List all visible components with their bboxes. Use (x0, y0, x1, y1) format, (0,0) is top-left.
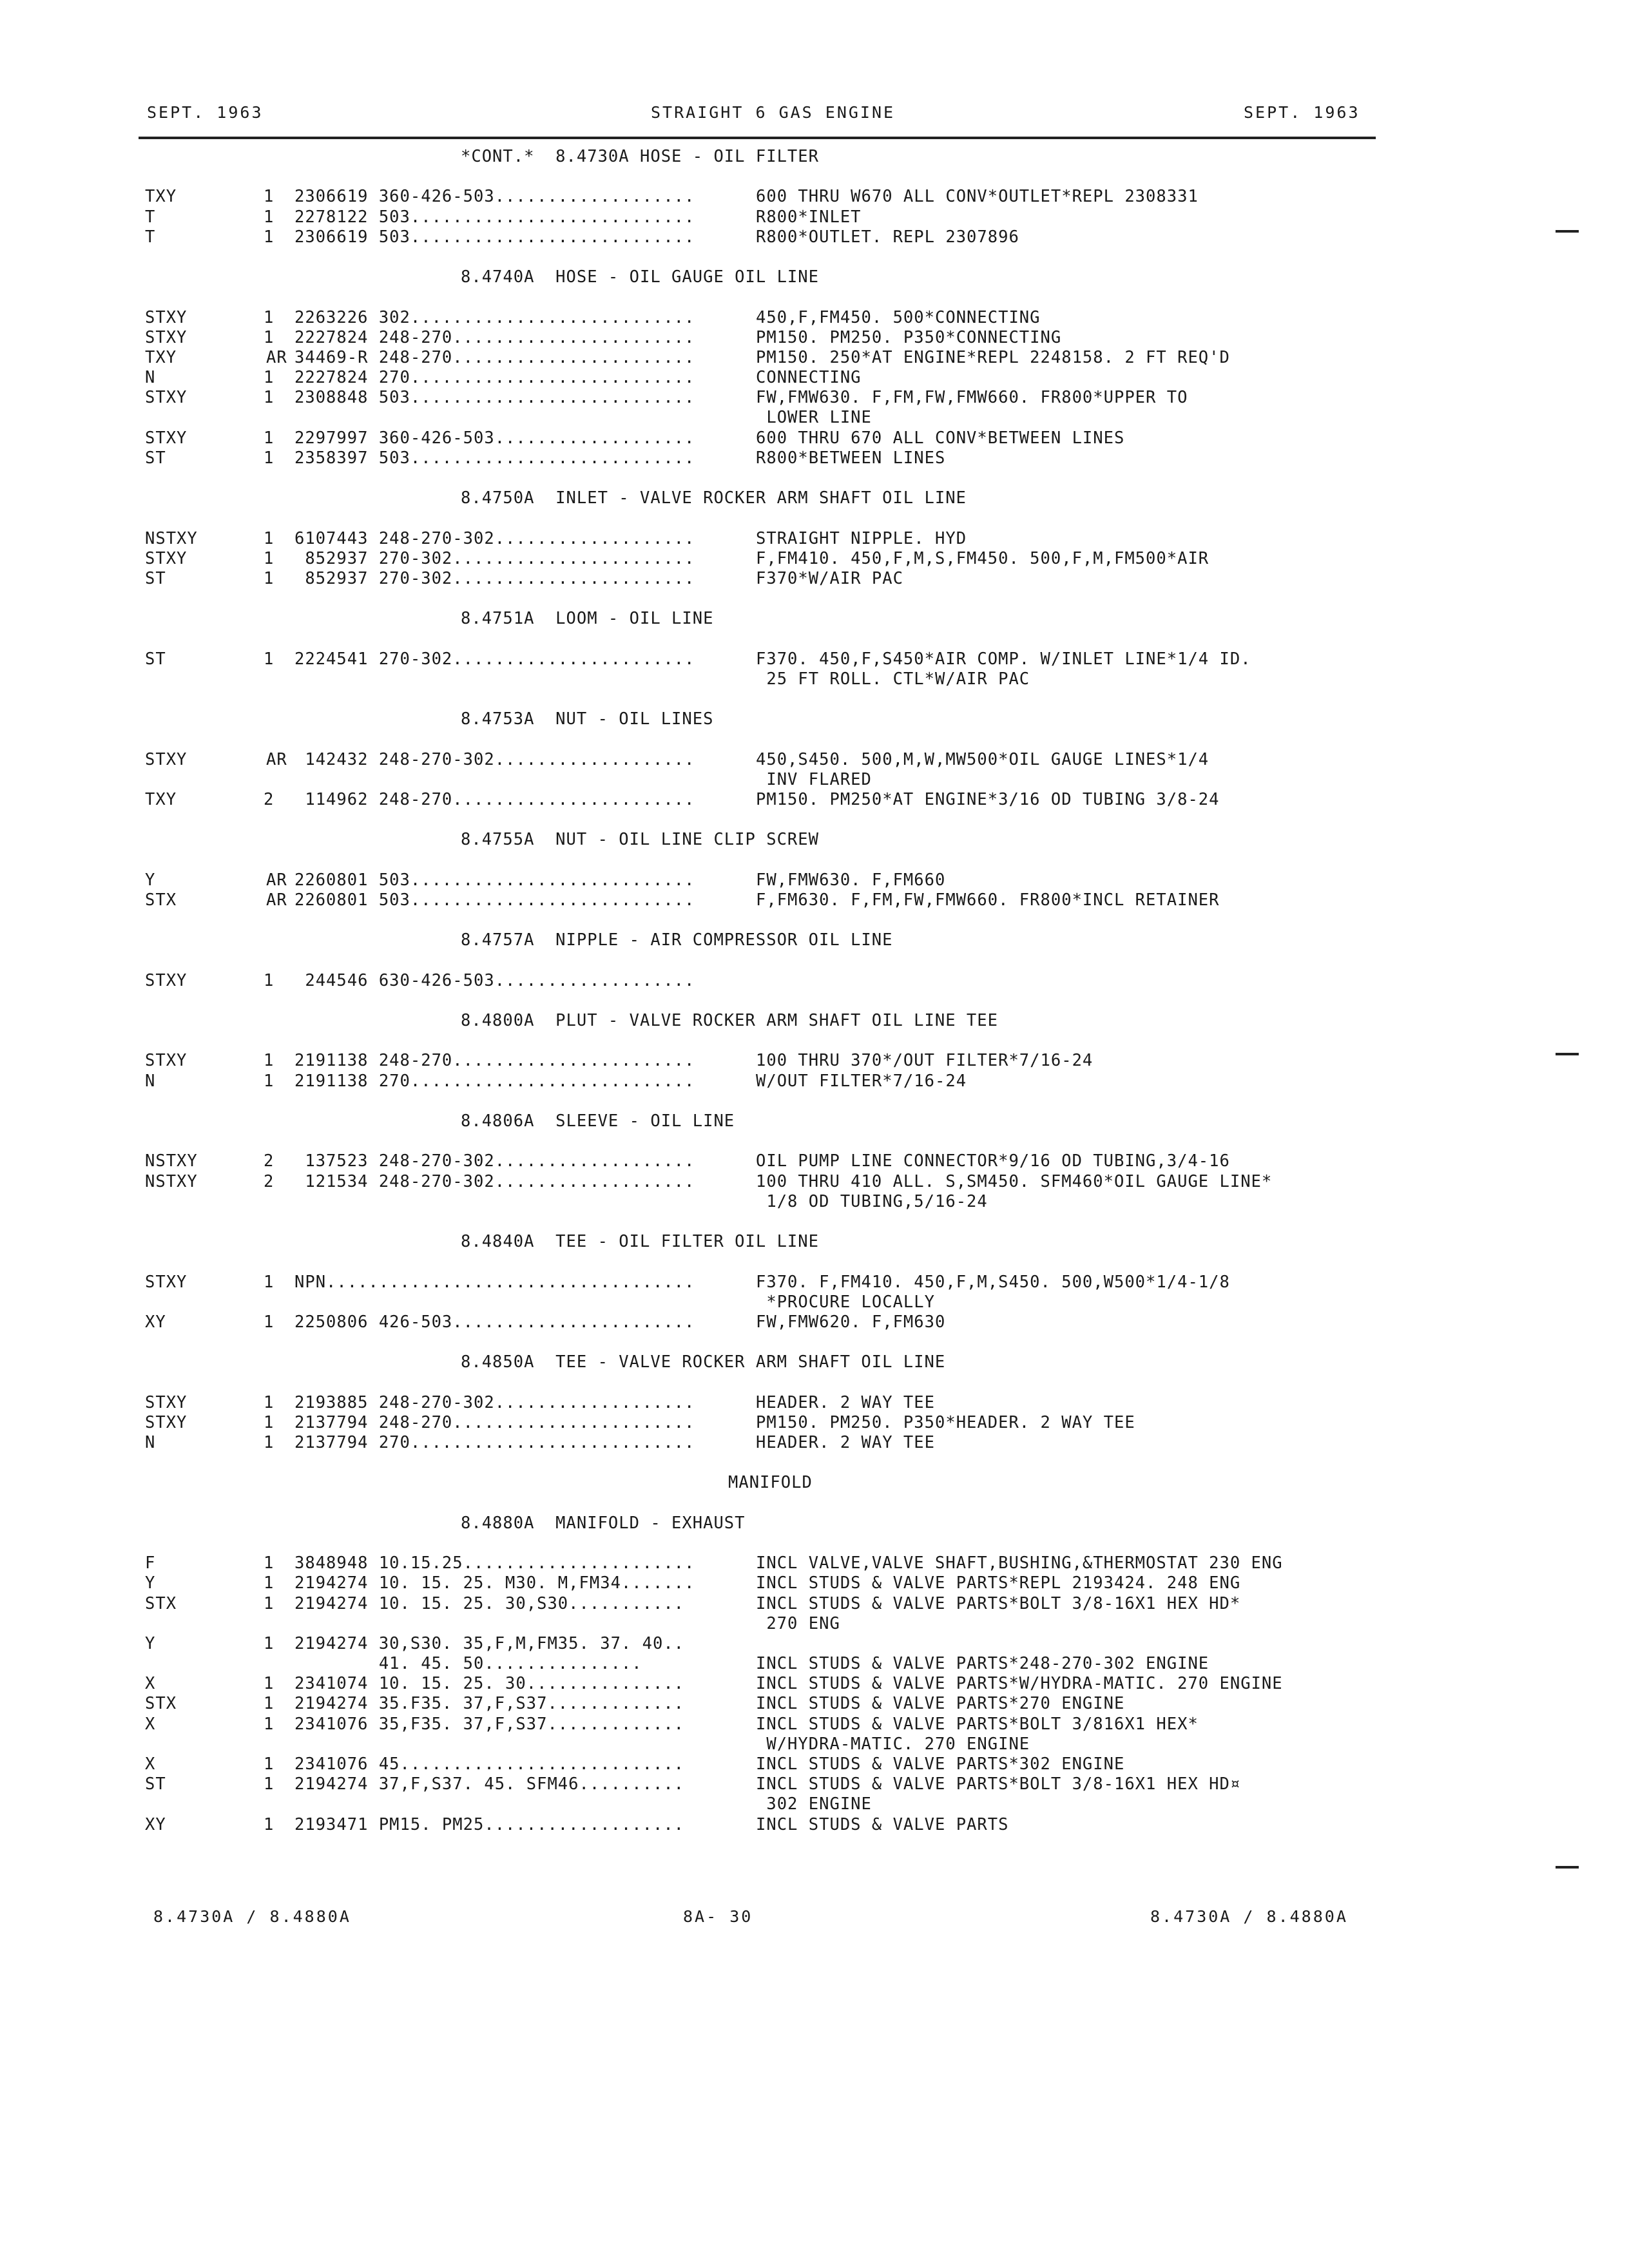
entry-code: T (145, 207, 156, 227)
entry-usage: STRAIGHT NIPPLE. HYD (756, 528, 967, 548)
entry-quantity: 1 (264, 448, 275, 468)
blank-line (145, 810, 1408, 830)
entry-code: Y (145, 1633, 156, 1653)
parts-entry (145, 348, 1408, 368)
entry-usage: INCL STUDS & VALVE PARTS*248-270-302 ENGINE (756, 1654, 1210, 1674)
parts-entry (145, 1573, 1408, 1593)
header-title: STRAIGHT 6 GAS ENGINE (651, 103, 896, 122)
entry-quantity: 1 (264, 1392, 275, 1412)
entry-part-number: 2227824 248-270....................... (294, 327, 695, 347)
entry-usage: INCL STUDS & VALVE PARTS*REPL 2193424. 248 ENG (756, 1573, 1241, 1593)
entry-part-number: 2297997 360-426-503................... (294, 428, 695, 448)
entry-code: STXY (145, 1412, 188, 1432)
entry-quantity: 1 (264, 1433, 275, 1452)
entry-part-number: NPN................................... (294, 1272, 695, 1292)
section-heading: 8.4806A SLEEVE - OIL LINE (461, 1111, 735, 1131)
parts-entry (145, 649, 1408, 669)
entry-usage: FW,FMW630. F,FM,FW,FMW660. FR800*UPPER TO (756, 388, 1188, 408)
section-heading: 8.4800A PLUT - VALVE ROCKER ARM SHAFT OIL LINE TEE (461, 1011, 998, 1031)
entry-usage: F370. 450,F,S450*AIR COMP. W/INLET LINE*1/4 ID. (756, 649, 1251, 669)
entry-part-number: 2194274 35.F35. 37,F,S37............. (294, 1694, 685, 1714)
entry-part-number: 2263226 302........................... (294, 307, 695, 327)
entry-usage: 600 THRU 670 ALL CONV*BETWEEN LINES (756, 428, 1125, 448)
parts-entry (145, 368, 1408, 388)
parts-entry (145, 569, 1408, 589)
entry-part-number: 2306619 503........................... (294, 227, 695, 247)
entry-usage: LOWER LINE (756, 408, 872, 428)
entry-usage: 1/8 OD TUBING,5/16-24 (756, 1191, 988, 1211)
entry-code: T (145, 227, 156, 247)
section-heading: 8.4755A NUT - OIL LINE CLIP SCREW (461, 830, 819, 850)
entry-usage: CONNECTING (756, 368, 862, 388)
parts-entry (145, 1553, 1408, 1573)
entry-code: STX (145, 1694, 177, 1714)
entry-part-number: 6107443 248-270-302................... (294, 528, 695, 548)
blank-line (145, 1533, 1408, 1553)
entry-code: Y (145, 1573, 156, 1593)
section-heading: 8.4753A NUT - OIL LINES (461, 709, 714, 729)
entry-code: STXY (145, 428, 188, 448)
parts-entry (145, 1433, 1408, 1453)
entry-code: STXY (145, 1392, 188, 1412)
entry-code: STXY (145, 970, 188, 990)
entry-usage: 100 THRU 370*/OUT FILTER*7/16-24 (756, 1051, 1094, 1071)
parts-entry (145, 1754, 1408, 1774)
entry-usage: W/OUT FILTER*7/16-24 (756, 1071, 967, 1091)
entry-quantity: 1 (264, 1412, 275, 1432)
entry-part-number: 2194274 37,F,S37. 45. SFM46.......... (294, 1774, 685, 1794)
entry-part-number: 2341074 10. 15. 25. 30............... (294, 1674, 685, 1694)
entry-part-number: 2194274 10. 15. 25. M30. M,FM34....... (294, 1573, 695, 1593)
entry-part-number: 2193471 PM15. PM25................... (294, 1814, 685, 1834)
entry-usage: R800*OUTLET. REPL 2307896 (756, 227, 1019, 247)
entry-usage: 302 ENGINE (756, 1794, 872, 1814)
entry-usage: INCL STUDS & VALVE PARTS*270 ENGINE (756, 1694, 1125, 1714)
blank-line (145, 1212, 1408, 1232)
parts-entry (145, 207, 1408, 227)
entry-part-number: 2191138 270........................... (294, 1071, 695, 1091)
section-heading: 8.4850A TEE - VALVE ROCKER ARM SHAFT OIL LINE (461, 1352, 946, 1372)
blank-line (145, 1131, 1408, 1151)
blank-line (145, 689, 1408, 709)
entry-part-number: 2308848 503........................... (294, 388, 695, 408)
entry-code: Y (145, 870, 156, 890)
entry-usage: 270 ENG (756, 1613, 840, 1633)
parts-entry (145, 549, 1408, 569)
entry-quantity: AR (266, 890, 287, 910)
entry-part-number: 3848948 10.15.25...................... (294, 1553, 695, 1573)
parts-entry (145, 1674, 1408, 1694)
parts-entry (145, 227, 1408, 247)
entry-usage: F370*W/AIR PAC (756, 568, 903, 588)
entry-quantity: 1 (264, 1312, 275, 1332)
parts-entry (145, 890, 1408, 910)
entry-code: N (145, 368, 156, 388)
entry-usage: PM150. 250*AT ENGINE*REPL 2248158. 2 FT REQ'D (756, 347, 1230, 367)
header-date-left: SEPT. 1963 (147, 103, 264, 122)
entry-usage: INCL STUDS & VALVE PARTS*BOLT 3/8-16X1 HEX HD¤ (756, 1774, 1241, 1794)
section-heading: 8.4750A INLET - VALVE ROCKER ARM SHAFT OIL LINE (461, 488, 967, 508)
entry-usage: F,FM630. F,FM,FW,FMW660. FR800*INCL RETAINER (756, 890, 1220, 910)
entry-code: STXY (145, 749, 188, 769)
entry-part-number: 2278122 503........................... (294, 207, 695, 227)
blank-line (145, 910, 1408, 930)
parts-entry (145, 750, 1408, 770)
entry-quantity: 1 (264, 1674, 275, 1694)
parts-entry (145, 187, 1408, 207)
entry-quantity: 1 (264, 1633, 275, 1653)
blank-line (145, 589, 1408, 609)
entry-code: ST (145, 1774, 166, 1794)
parts-entry (145, 870, 1408, 890)
entry-usage: 25 FT ROLL. CTL*W/AIR PAC (756, 669, 1030, 689)
blank-line (145, 167, 1408, 187)
parts-listing (145, 147, 1408, 1835)
entry-code: STXY (145, 327, 188, 347)
entry-part-number: 34469-R 248-270....................... (294, 347, 695, 367)
section-heading: 8.4880A MANIFOLD - EXHAUST (461, 1513, 746, 1533)
parts-entry (145, 1051, 1408, 1071)
entry-part-number: 2341076 45........................... (294, 1754, 685, 1774)
section-heading: 8.4751A LOOM - OIL LINE (461, 609, 714, 629)
parts-entry (145, 408, 1408, 428)
entry-usage: R800*BETWEEN LINES (756, 448, 946, 468)
entry-code: STXY (145, 548, 188, 568)
parts-entry (145, 669, 1408, 689)
blank-line (145, 629, 1408, 649)
entry-usage: *PROCURE LOCALLY (756, 1292, 935, 1312)
entry-code: NSTXY (145, 1151, 198, 1171)
entry-usage: HEADER. 2 WAY TEE (756, 1392, 935, 1412)
blank-line (145, 951, 1408, 971)
entry-quantity: 1 (264, 428, 275, 448)
entry-quantity: 1 (264, 368, 275, 388)
blank-line (145, 1091, 1408, 1111)
parts-entry (145, 1151, 1408, 1171)
entry-code: X (145, 1754, 156, 1774)
entry-part-number: 2260801 503........................... (294, 870, 695, 890)
entry-part-number: 2341076 35,F35. 37,F,S37............. (294, 1714, 685, 1734)
entry-part-number: 2137794 270........................... (294, 1433, 695, 1452)
margin-mark (1556, 1053, 1579, 1055)
blank-line (145, 1252, 1408, 1272)
parts-entry (145, 328, 1408, 348)
entry-part-number: 142432 248-270-302................... (294, 749, 695, 769)
entry-quantity: 1 (264, 1714, 275, 1734)
entry-quantity: 1 (264, 207, 275, 227)
entry-quantity: AR (266, 347, 287, 367)
parts-entry (145, 790, 1408, 810)
entry-code: STX (145, 1593, 177, 1613)
blank-line (145, 1494, 1408, 1514)
entry-part-number: 2250806 426-503....................... (294, 1312, 695, 1332)
entry-part-number: 2194274 10. 15. 25. 30,S30........... (294, 1593, 685, 1613)
entry-part-number: 114962 248-270....................... (294, 790, 695, 809)
entry-usage: OIL PUMP LINE CONNECTOR*9/16 OD TUBING,3/4-16 (756, 1151, 1230, 1171)
entry-part-number: 244546 630-426-503................... (294, 970, 695, 990)
blank-line (145, 1031, 1408, 1051)
parts-entry (145, 1815, 1408, 1835)
blank-line (145, 1332, 1408, 1352)
entry-quantity: 1 (264, 1694, 275, 1714)
entry-part-number: 852937 270-302....................... (294, 568, 695, 588)
header-rule (139, 137, 1376, 139)
blank-line (145, 508, 1408, 528)
entry-usage: 450,F,FM450. 500*CONNECTING (756, 307, 1041, 327)
entry-quantity: 1 (264, 568, 275, 588)
section-heading: *CONT.* 8.4730A HOSE - OIL FILTER (461, 147, 819, 166)
entry-quantity: 1 (264, 649, 275, 669)
parts-entry (145, 1273, 1408, 1293)
parts-entry (145, 1634, 1408, 1654)
entry-quantity: 1 (264, 1814, 275, 1834)
entry-usage: 100 THRU 410 ALL. S,SM450. SFM460*OIL GAUGE LINE* (756, 1171, 1273, 1191)
blank-line (145, 468, 1408, 488)
entry-usage: FW,FMW620. F,FM630 (756, 1312, 946, 1332)
parts-entry (145, 1614, 1408, 1634)
entry-code: X (145, 1674, 156, 1694)
parts-entry (145, 428, 1408, 448)
entry-usage: F,FM410. 450,F,M,S,FM450. 500,F,M,FM500*AIR (756, 548, 1210, 568)
entry-code: F (145, 1553, 156, 1573)
section-heading: 8.4840A TEE - OIL FILTER OIL LINE (461, 1232, 819, 1252)
entry-usage: R800*INLET (756, 207, 862, 227)
entry-part-number: 137523 248-270-302................... (294, 1151, 695, 1171)
entry-quantity: 1 (264, 327, 275, 347)
parts-entry (145, 1413, 1408, 1433)
blank-line (145, 1453, 1408, 1473)
entry-usage: PM150. PM250. P350*HEADER. 2 WAY TEE (756, 1412, 1135, 1432)
entry-usage: F370. F,FM410. 450,F,M,S450. 500,W500*1/4-1/8 (756, 1272, 1230, 1292)
parts-entry (145, 1735, 1408, 1754)
entry-quantity: AR (266, 870, 287, 890)
entry-part-number: 2137794 248-270....................... (294, 1412, 695, 1432)
parts-entry (145, 770, 1408, 790)
entry-code: N (145, 1071, 156, 1091)
section-heading: 8.4740A HOSE - OIL GAUGE OIL LINE (461, 267, 819, 287)
entry-code: STXY (145, 1272, 188, 1292)
entry-quantity: AR (266, 749, 287, 769)
entry-quantity: 1 (264, 1754, 275, 1774)
entry-usage: PM150. PM250*AT ENGINE*3/16 OD TUBING 3/8-24 (756, 790, 1220, 809)
entry-usage: INCL STUDS & VALVE PARTS*W/HYDRA-MATIC. 270 ENGINE (756, 1674, 1283, 1694)
footer-range-right: 8.4730A / 8.4880A (1150, 1907, 1348, 1926)
blank-line (145, 991, 1408, 1011)
parts-entry (145, 1774, 1408, 1794)
entry-part-number: 2306619 360-426-503................... (294, 187, 695, 207)
entry-quantity: 2 (264, 1171, 275, 1191)
parts-entry (145, 1654, 1408, 1674)
parts-entry (145, 1694, 1408, 1714)
entry-code: ST (145, 649, 166, 669)
parts-entry (145, 308, 1408, 328)
entry-quantity: 1 (264, 307, 275, 327)
entry-part-number: 121534 248-270-302................... (294, 1171, 695, 1191)
blank-line (145, 850, 1408, 870)
header-date-right: SEPT. 1963 (1244, 103, 1360, 122)
entry-code: NSTXY (145, 1171, 198, 1191)
entry-code: TXY (145, 790, 177, 809)
entry-part-number: 2193885 248-270-302................... (294, 1392, 695, 1412)
entry-quantity: 1 (264, 1573, 275, 1593)
parts-entry (145, 1293, 1408, 1312)
entry-code: STXY (145, 1051, 188, 1071)
entry-usage: INV FLARED (756, 769, 872, 789)
blank-line (145, 247, 1408, 267)
section-heading: 8.4757A NIPPLE - AIR COMPRESSOR OIL LINE (461, 930, 893, 950)
entry-quantity: 1 (264, 187, 275, 207)
parts-entry (145, 1715, 1408, 1735)
blank-line (145, 287, 1408, 307)
entry-code: NSTXY (145, 528, 198, 548)
entry-usage: 450,S450. 500,M,W,MW500*OIL GAUGE LINES*1/4 (756, 749, 1210, 769)
footer-page-number: 8A- 30 (683, 1907, 753, 1926)
entry-part-number: 41. 45. 50............... (294, 1654, 642, 1674)
entry-quantity: 2 (264, 790, 275, 809)
blank-line (145, 729, 1408, 749)
entry-quantity: 1 (264, 227, 275, 247)
entry-part-number: 2191138 248-270....................... (294, 1051, 695, 1071)
entry-code: STXY (145, 388, 188, 408)
parts-entry (145, 448, 1408, 468)
entry-quantity: 2 (264, 1151, 275, 1171)
entry-usage: W/HYDRA-MATIC. 270 ENGINE (756, 1734, 1030, 1754)
entry-usage: PM150. PM250. P350*CONNECTING (756, 327, 1062, 347)
entry-quantity: 1 (264, 1553, 275, 1573)
parts-entry (145, 1192, 1408, 1212)
parts-entry (145, 388, 1408, 408)
entry-part-number: 2224541 270-302....................... (294, 649, 695, 669)
entry-part-number: 852937 270-302....................... (294, 548, 695, 568)
footer-range-left: 8.4730A / 8.4880A (153, 1907, 351, 1926)
entry-usage: INCL STUDS & VALVE PARTS*302 ENGINE (756, 1754, 1125, 1774)
entry-quantity: 1 (264, 1774, 275, 1794)
entry-code: N (145, 1433, 156, 1452)
margin-mark (1556, 1866, 1579, 1869)
entry-code: X (145, 1714, 156, 1734)
entry-part-number: 2227824 270........................... (294, 368, 695, 388)
entry-part-number: 2358397 503........................... (294, 448, 695, 468)
entry-usage: HEADER. 2 WAY TEE (756, 1433, 935, 1452)
entry-part-number: 2260801 503........................... (294, 890, 695, 910)
entry-usage: FW,FMW630. F,FM660 (756, 870, 946, 890)
entry-code: TXY (145, 347, 177, 367)
entry-code: ST (145, 448, 166, 468)
parts-entry (145, 1393, 1408, 1413)
parts-entry (145, 1072, 1408, 1091)
entry-quantity: 1 (264, 970, 275, 990)
parts-entry (145, 1594, 1408, 1614)
entry-code: ST (145, 568, 166, 588)
entry-quantity: 1 (264, 1593, 275, 1613)
entry-quantity: 1 (264, 1272, 275, 1292)
entry-quantity: 1 (264, 1051, 275, 1071)
entry-quantity: 1 (264, 548, 275, 568)
group-heading: MANIFOLD (728, 1473, 813, 1493)
entry-part-number: 2194274 30,S30. 35,F,M,FM35. 37. 40.. (294, 1633, 685, 1653)
entry-usage: INCL STUDS & VALVE PARTS (756, 1814, 1009, 1834)
entry-quantity: 1 (264, 388, 275, 408)
margin-mark (1556, 230, 1579, 233)
parts-entry (145, 1312, 1408, 1332)
entry-code: XY (145, 1312, 166, 1332)
entry-usage: INCL VALVE,VALVE SHAFT,BUSHING,&THERMOSTAT 230 ENG (756, 1553, 1283, 1573)
parts-entry (145, 1172, 1408, 1192)
entry-code: XY (145, 1814, 166, 1834)
entry-usage: 600 THRU W670 ALL CONV*OUTLET*REPL 2308331 (756, 187, 1199, 207)
parts-entry (145, 529, 1408, 549)
entry-code: STX (145, 890, 177, 910)
entry-usage: INCL STUDS & VALVE PARTS*BOLT 3/8-16X1 HEX HD* (756, 1593, 1241, 1613)
blank-line (145, 1372, 1408, 1392)
entry-code: TXY (145, 187, 177, 207)
entry-usage: INCL STUDS & VALVE PARTS*BOLT 3/816X1 HEX* (756, 1714, 1199, 1734)
entry-quantity: 1 (264, 528, 275, 548)
entry-quantity: 1 (264, 1071, 275, 1091)
entry-code: STXY (145, 307, 188, 327)
parts-entry (145, 971, 1408, 991)
parts-entry (145, 1794, 1408, 1814)
